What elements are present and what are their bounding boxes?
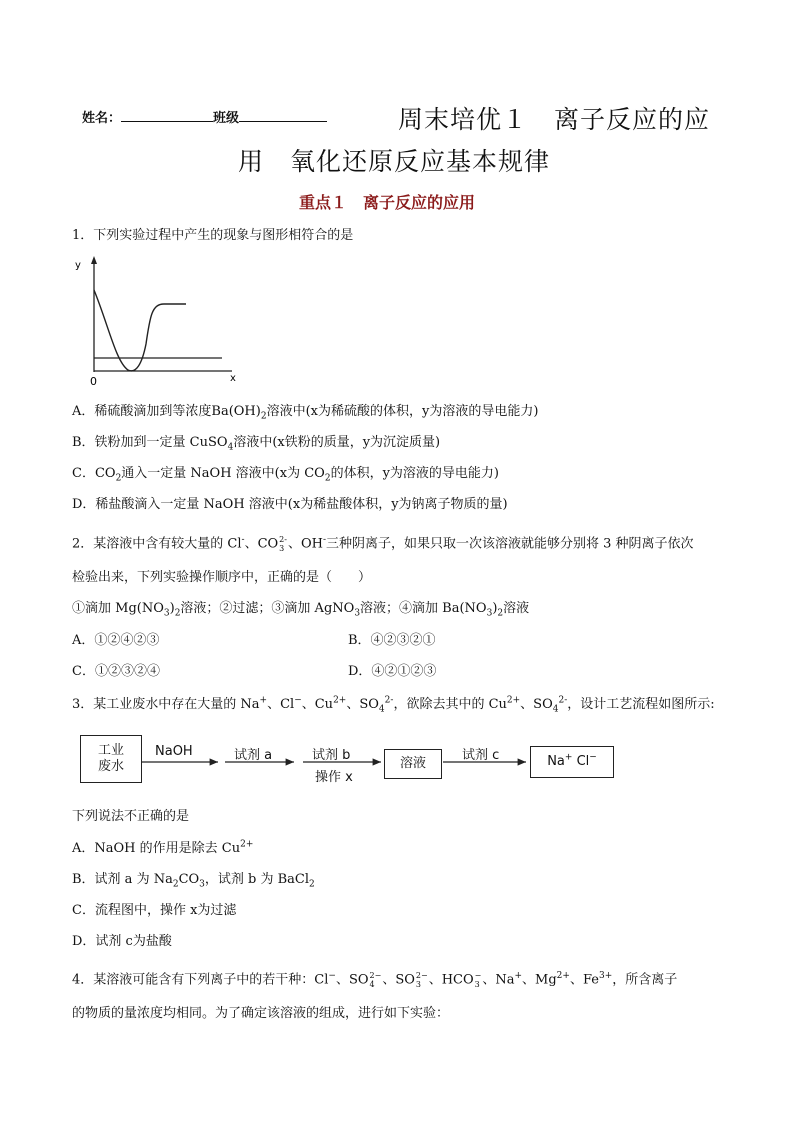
class-label: 班级 [213,111,240,126]
sulfate-ion-script: 2− 4 [369,971,382,989]
q1-option-c[interactable]: C．$CO_2$通入一定量 NaOH 溶液中(x为 $CO_2$的体积，y为溶液的导电能力) [72,466,499,484]
flow-middle-box: 溶液 [384,749,442,779]
q3-option-b[interactable]: B．试剂 a 为 $Na_2CO_3$，试剂 b 为 BaCl$_2$ [72,872,315,890]
bicarbonate-ion-script: − 3 [474,971,482,989]
graph-origin-label: 0 [90,375,97,388]
flow-start-box: 工业 废水 [80,735,142,783]
q1-option-b[interactable]: B．铁粉加到一定量 CuSO$_4$溶液中(x铁粉的质量，y为沉淀质量) [72,435,441,453]
q4-stem-line2: 的物质的量浓度均相同。为了确定该溶液的组成，进行如下实验： [72,1006,450,1021]
section-title: 重点１ 离子反应的应用 [299,193,476,212]
flow-arrow2-label: 试剂 a [234,748,273,763]
q1-option-a[interactable]: A．稀硫酸滴加到等浓度$Ba(OH)_2$溶液中(x为稀硫酸的体积，y为溶液的导电能力) [72,404,539,422]
q2-stem-line2: 检验出来，下列实验操作顺序中，正确的是（ ） [72,570,372,585]
graph-x-label: x [230,373,236,384]
flow-arrow4-label: 试剂 c [462,748,500,763]
name-label: 姓名： [82,111,122,126]
q4-stem-line1: 4．某溶液可能含有下列离子中的若干种：Cl−、SO 2− 4 、SO 2− 3 、HCO − 3 、Na+、$Mg^{2+}$、$Fe^{3+}$，所含离子 [72,971,678,989]
q1-option-d[interactable]: D．稀盐酸滴入一定量 NaOH 溶液中(x为稀盐酸体积，y为钠离子物质的量) [72,497,508,512]
q2-steps: ①滴加 $Mg(NO_3)_2$溶液；②过滤；③滴加 AgNO$_3$溶液；④滴加 $Ba(NO_3)_2$溶液 [72,601,530,619]
q2-option-b[interactable]: B．④②③②① [348,633,436,648]
sulfite-ion-script: 2− 3 [415,971,428,989]
q2-option-d[interactable]: D．④②①②③ [348,664,437,679]
q3-option-c[interactable]: C．流程图中，操作 x为过滤 [72,903,237,918]
flow-arrow1-label: NaOH [155,744,193,759]
flow-arrow3-top-label: 试剂 b [312,748,351,763]
q3-stem: 3．某工业废水中存在大量的 Na+、Cl−、$Cu^{2+}$、$SO_4^{2-}$，欲除去其中的 $Cu^{2+}$、$SO_4^{2-}$，设计工艺流程如图所示: [72,695,715,715]
q3-ask: 下列说法不正确的是 [72,809,190,824]
flow-end-box: Na+ Cl− [530,746,614,778]
page-title-line1: 周末培优１ 离子反应的应 [398,105,711,134]
page-title-line2: 用 氧化还原反应基本规律 [238,147,551,176]
carbonate-ion-script: 2- 3 [279,535,287,553]
q2-option-c[interactable]: C．①②③②④ [72,664,160,679]
graph-y-label: y [75,260,81,271]
q2-option-a[interactable]: A．①②④②③ [72,633,160,648]
q3-option-a[interactable]: A．NaOH 的作用是除去 $Cu^{2+}$ [72,839,254,856]
q2-stem-line1: 2．某溶液中含有较大量的 Cl-、CO 2- 3 、OH-三种阴离子，如果只取一次该溶液就能够分别将 3 种阴离子依次 [72,535,694,553]
flow-arrow3-bottom-label: 操作 x [315,770,353,785]
q3-option-d[interactable]: D．试剂 c为盐酸 [72,934,172,949]
q1-stem: 1．下列实验过程中产生的现象与图形相符合的是 [72,228,354,243]
